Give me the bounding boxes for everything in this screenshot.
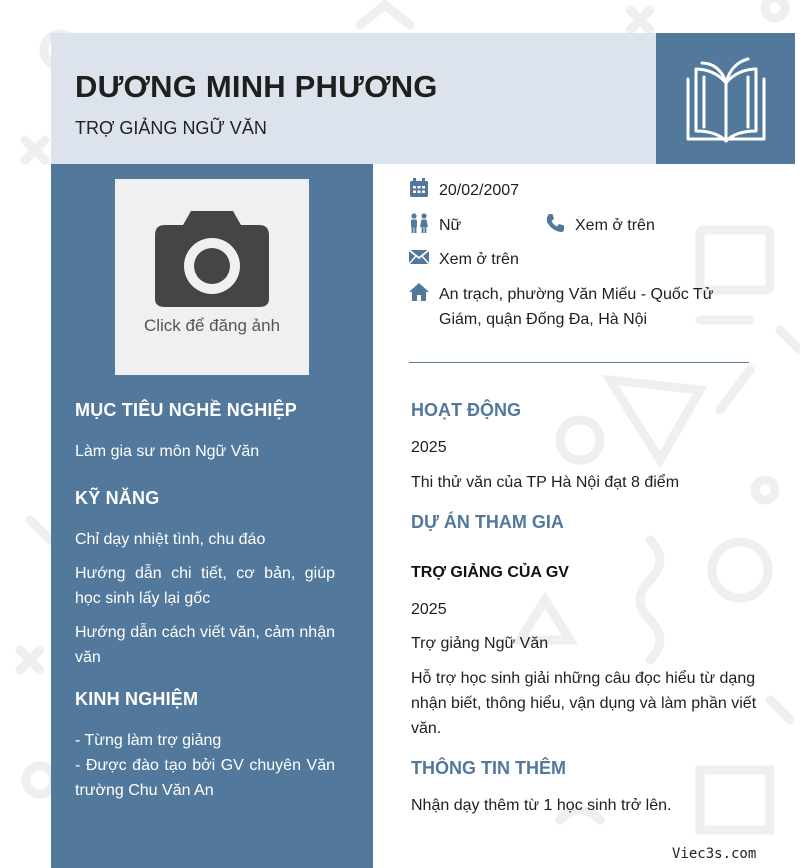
email-value[interactable]: Xem ở trên <box>439 251 519 268</box>
phone-value[interactable]: Xem ở trên <box>575 217 655 234</box>
experience-heading: KINH NGHIỆM <box>75 689 199 709</box>
experience-item: - Từng làm trợ giảng <box>75 732 222 749</box>
skills-section <box>75 488 335 670</box>
address-value: An trạch, phường Văn Miếu - Quốc Tử Giám, quận Đống Đa, Hà Nội <box>439 286 714 328</box>
experience-section <box>75 689 335 803</box>
envelope-icon <box>409 247 429 267</box>
objective-text: Làm gia sư môn Ngữ Văn <box>75 443 260 460</box>
contact-address <box>409 282 719 332</box>
contact-gender <box>409 213 461 238</box>
candidate-name: DƯƠNG MINH PHƯƠNG <box>75 69 438 104</box>
project-role: Trợ giảng Ngữ Văn <box>411 635 549 652</box>
header-logo <box>656 33 795 164</box>
contact-birthday <box>409 178 519 203</box>
additional-info-text: Nhận dạy thêm từ 1 học sinh trở lên. <box>411 797 672 814</box>
contact-phone <box>545 213 655 238</box>
additional-info-heading: THÔNG TIN THÊM <box>411 758 566 778</box>
objective-section <box>75 400 335 464</box>
camera-icon <box>153 207 271 309</box>
sidebar <box>51 164 373 868</box>
activity-description: Thi thử văn của TP Hà Nội đạt 8 điểm <box>411 474 680 491</box>
skill-item: Chỉ dạy nhiệt tình, chu đáo <box>75 531 266 548</box>
skill-item: Hướng dẫn chi tiết, cơ bản, giúp học sinh lấy lại gốc <box>75 565 335 607</box>
open-book-icon <box>678 53 774 145</box>
objective-heading: MỤC TIÊU NGHỀ NGHIỆP <box>75 400 298 420</box>
gender-icon <box>409 213 429 233</box>
project-name: TRỢ GIẢNG CỦA GV <box>411 564 569 581</box>
site-watermark: Viec3s.com <box>672 846 757 862</box>
project-year: 2025 <box>411 601 447 618</box>
skills-heading: KỸ NĂNG <box>75 488 160 508</box>
skill-item: Hướng dẫn cách viết văn, cảm nhận văn <box>75 624 335 666</box>
photo-upload[interactable] <box>115 179 309 375</box>
contact-divider <box>409 362 749 363</box>
phone-icon <box>545 213 565 233</box>
experience-item: - Được đào tạo bởi GV chuyên Văn trường Chu Văn An <box>75 757 335 799</box>
birthday-value: 20/02/2007 <box>439 182 520 199</box>
home-icon <box>409 282 429 302</box>
header-bar <box>51 33 656 164</box>
contact-email <box>409 247 519 272</box>
projects-heading: DỰ ÁN THAM GIA <box>411 512 564 532</box>
photo-upload-label: Click để đăng ảnh <box>143 316 281 335</box>
job-title: TRỢ GIẢNG NGỮ VĂN <box>75 118 267 138</box>
gender-value: Nữ <box>439 217 462 234</box>
activity-year: 2025 <box>411 439 447 456</box>
project-description: Hỗ trợ học sinh giải những câu đọc hiểu từ dạng nhận biết, thông hiểu, vận dụng và làm phần viết văn. <box>411 670 757 737</box>
calendar-icon <box>409 178 429 198</box>
activities-heading: HOẠT ĐỘNG <box>411 400 521 420</box>
